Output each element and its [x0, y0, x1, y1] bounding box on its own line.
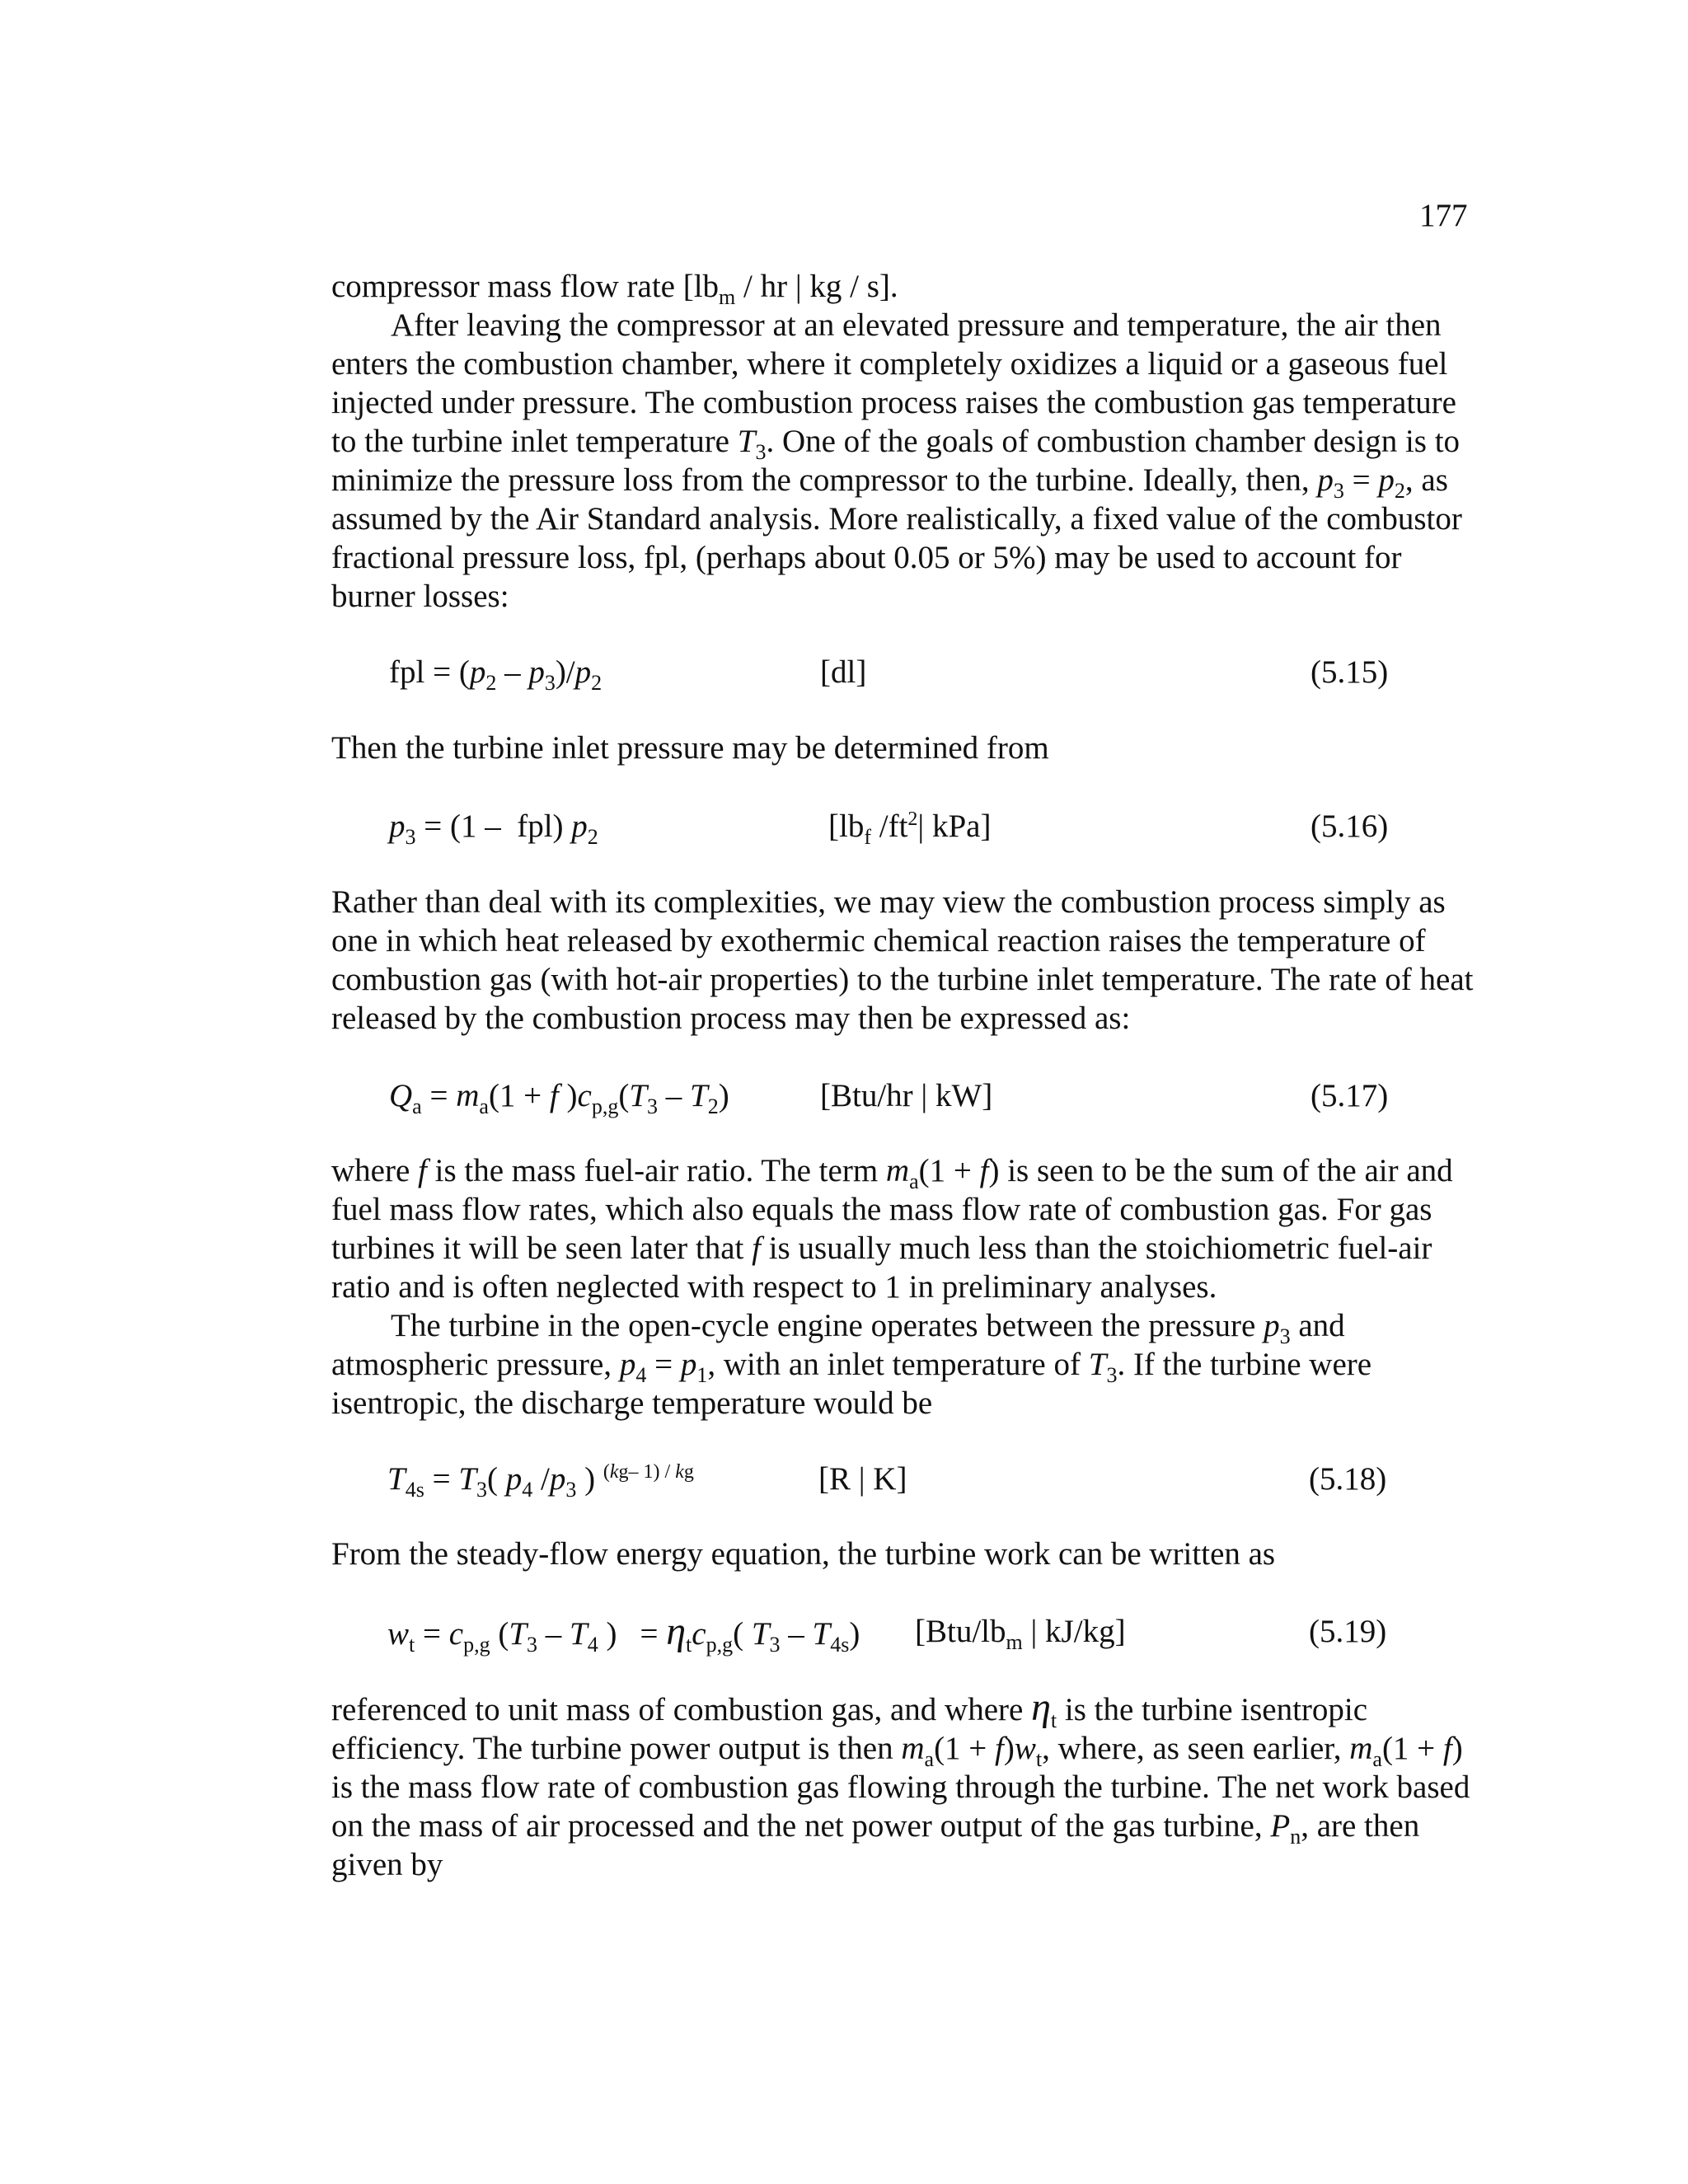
equation-unit: [dl]	[820, 654, 867, 690]
equation-unit: [$lb_f$ $/ft^2|$ kPa]	[828, 808, 992, 849]
equation-number: (5.17)	[1311, 1078, 1389, 1113]
equation-unit: [$Btu/lb_m$ | kJ/kg]	[915, 1614, 1126, 1654]
equation-unit: [R | K]	[818, 1461, 907, 1497]
equation-number: (5.16)	[1311, 808, 1389, 844]
equation-expression: $T_{4s} = T_3$( $p_4$ $/p_3$ ) $^{(kg- 1) / kg}$	[387, 1461, 694, 1502]
equation-number: (5.15)	[1311, 654, 1389, 690]
paragraph-continued: compressor mass flow rate [$lb_m$ / hr | kg / s]. After leaving the compressor at an elevated pressure and temperature, the air then enters the combustion chamber, where it completely oxidizes a liquid or a gaseous fuel injected under pressure. The combustion process raises the combustion gas temperature to the turbine inlet temperature $T_3$. One of the goals of combustion chamber design is to minimize the pressure loss from the compressor to the turbine. Ideally, then, $p_3 = p_2$, as assumed by the Air Standard analysis. More realistically, a fixed value of the combustor fractional pressure loss, fpl, (perhaps about 0.05 or 5%) may be used to account for burner losses:	[331, 267, 1474, 616]
paragraph-from: From the steady-flow energy equation, the turbine work can be written as	[331, 1536, 1276, 1572]
equation-unit: [Btu/hr | kW]	[820, 1078, 993, 1113]
paragraph-rather: Rather than deal with its complexities, we may view the combustion process simply as one in which heat released by exothermic chemical reaction raises the temperature of combustion gas (with hot-air properties) to the turbine inlet temperature. The rate of heat released by the combustion process may then be expressed as:	[331, 884, 1474, 1036]
page-number: 177	[1419, 198, 1468, 233]
paragraph-referenced: referenced to unit mass of combustion gas, and where $\eta_t$ is the turbine isentropic efficiency. The turbine power output is then $m_a(1 + f)w_t$, where, as seen earlier, $m_a(1 + f)$ is the mass flow rate of combustion gas flowing through the turbine. The net work based on the mass of air processed and the net power output of the gas turbine, $P_n$, are then given by	[331, 1685, 1470, 1882]
equation-number: (5.18)	[1309, 1461, 1387, 1497]
equation-expression: $Q_a = m_a(1 + f$ )$c_{p,g}(T_3 - T_2)$	[389, 1078, 729, 1118]
paragraph-turbine: The turbine in the open-cycle engine operates between the pressure $p_3$ and atmospheric pressure, $p_4 = p_1$, with an inlet temperature of $T_3$. If the turbine were isentropic, the discharge temperature would be	[331, 1308, 1372, 1421]
paragraph-combustion-chamber: After leaving the compressor at an elevated pressure and temperature, the air then enters the combustion chamber, where it completely oxidizes a liquid or a gaseous fuel injected under pressure. The combustion process raises the combustion gas temperature to the turbine inlet temperature $T_3$. One of the goals of combustion chamber design is to minimize the pressure loss from the compressor to the turbine. Ideally, then, $p_3 = p_2$, as assumed by the Air Standard analysis. More realistically, a fixed value of the combustor fractional pressure loss, fpl, (perhaps about 0.05 or 5%) may be used to account for burner losses:	[331, 307, 1462, 614]
paragraph-then: Then the turbine inlet pressure may be determined from	[331, 730, 1049, 766]
equation-number: (5.19)	[1309, 1614, 1387, 1649]
paragraph-where: where f is the mass fuel-air ratio. The term $m_a(1 + f)$ is seen to be the sum of the air and fuel mass flow rates, which also equals the mass flow rate of combustion gas. For gas turbines it will be seen later that f is usually much less than the stoichiometric fuel-air ratio and is often neglected with respect to 1 in preliminary analyses. The turbine in the open-cycle engine operates between the pressure $p_3$ and atmospheric pressure, $p_4 = p_1$, with an inlet temperature of $T_3$. If the turbine were isentropic, the discharge temperature would be	[331, 1151, 1474, 1422]
equation-expression: fpl = $(p_2 - p_3)/p_2$	[389, 654, 603, 695]
equation-expression: $w_t = c_{p,g}$ ($T_3 - T_4$ ) = $\eta_tc_{p,g}$( $T_3 - T_{4s}$)	[387, 1610, 860, 1657]
equation-expression: $p_3 = (1 - fpl)$ $p_2$	[389, 808, 598, 849]
